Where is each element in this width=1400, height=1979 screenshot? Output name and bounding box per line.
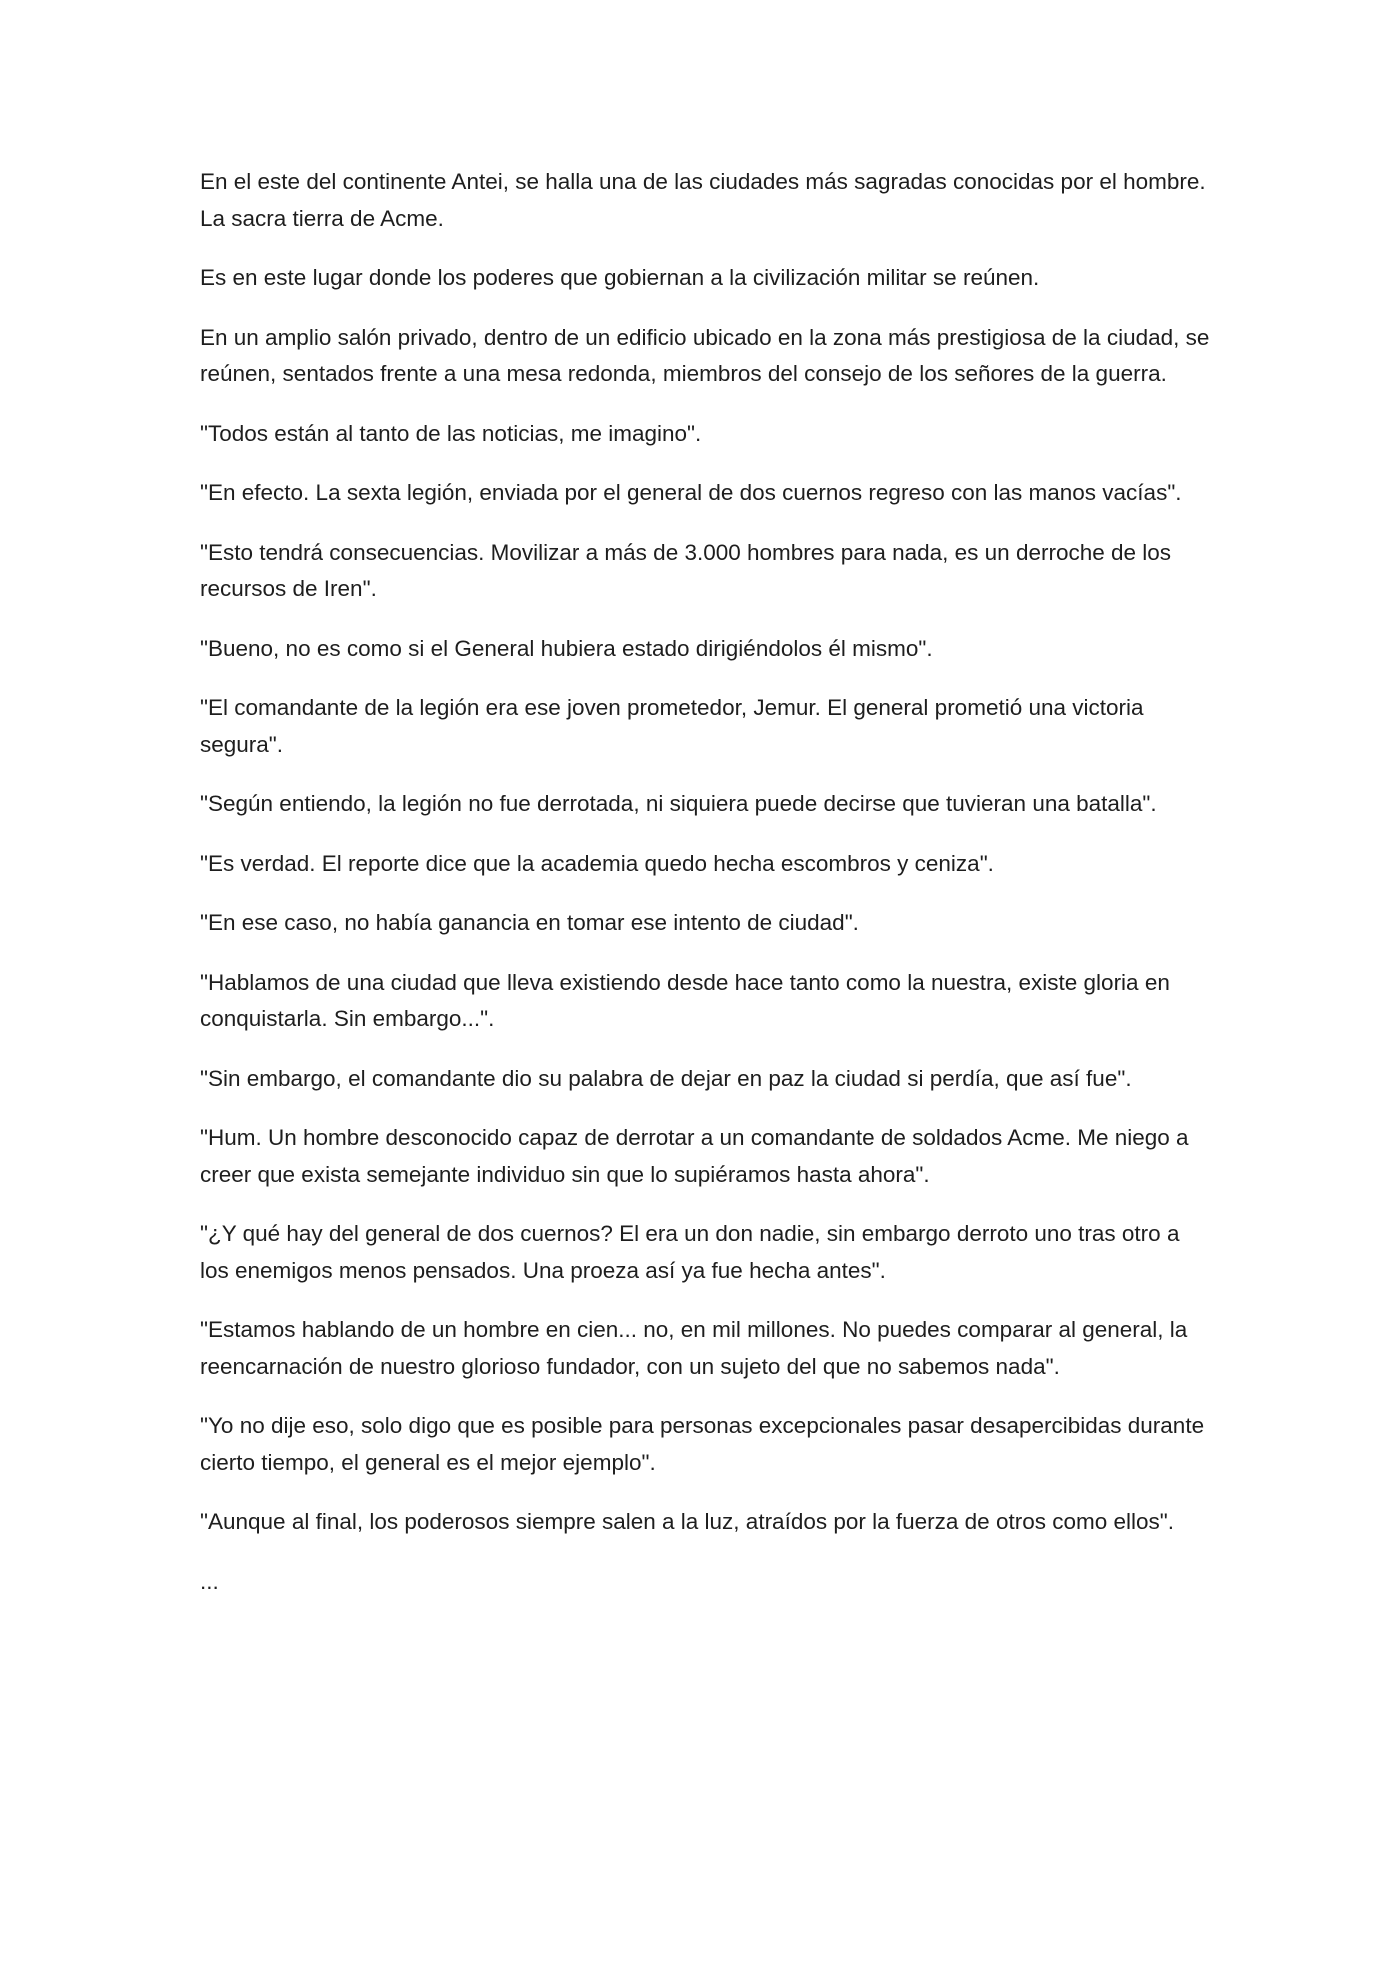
paragraph-13: "Sin embargo, el comandante dio su palabra de dejar en paz la ciudad si perdía, que así fue". xyxy=(200,1065,1132,1091)
paragraph-16: "Estamos hablando de un hombre en cien... no, en mil millones. No puedes comparar al general, la reencarnación de nuestro glorioso fundador, con un sujeto del que no sabemos nada". xyxy=(200,1317,1188,1379)
paragraph-7: "Bueno, no es como si el General hubiera estado dirigiéndolos él mismo". xyxy=(200,635,933,661)
paragraph-9: "Según entiendo, la legión no fue derrotada, ni siquiera puede decirse que tuvieran una batalla". xyxy=(200,791,1157,816)
paragraph-2: Es en este lugar donde los poderes que gobiernan a la civilización militar se reúnen. xyxy=(200,265,1040,290)
paragraph-5: "En efecto. La sexta legión, enviada por el general de dos cuernos regreso con las manos vacías". xyxy=(200,480,1182,505)
paragraph-6: "Esto tendrá consecuencias. Movilizar a más de 3.000 hombres para nada, es un derroche de los recursos de Iren". xyxy=(200,539,1172,601)
paragraph-4: "Todos están al tanto de las noticias, me imagino". xyxy=(200,420,702,446)
body-text xyxy=(200,164,1210,1623)
paragraph-8: "El comandante de la legión era ese joven prometedor, Jemur. El general prometió una victoria segura". xyxy=(200,695,1144,757)
ellipsis-paragraph: ... xyxy=(200,1568,219,1594)
paragraph-11: "En ese caso, no había ganancia en tomar ese intento de ciudad". xyxy=(200,910,859,935)
paragraph-10: "Es verdad. El reporte dice que la academia quedo hecha escombros y ceniza". xyxy=(200,850,994,876)
paragraph-3: En un amplio salón privado, dentro de un edificio ubicado en la zona más prestigiosa de la ciudad, se reúnen, sentados frente a una mesa redonda, miembros del consejo de los señores de la guerra. xyxy=(200,324,1210,386)
paragraph-14: "Hum. Un hombre desconocido capaz de derrotar a un comandante de soldados Acme. Me niego a creer que exista semejante individuo sin que lo supiéramos hasta ahora". xyxy=(200,1125,1189,1187)
paragraph-15: "¿Y qué hay del general de dos cuernos? El era un don nadie, sin embargo derroto uno tras otro a los enemigos menos pensados. Una proeza así ya fue hecha antes". xyxy=(200,1221,1180,1283)
paragraph-1: En el este del continente Antei, se halla una de las ciudades más sagradas conocidas por el hombre. La sacra tierra de Acme. xyxy=(200,169,1206,231)
paragraph-18: "Aunque al final, los poderosos siempre salen a la luz, atraídos por la fuerza de otros como ellos". xyxy=(200,1509,1175,1534)
paragraph-17: "Yo no dije eso, solo digo que es posible para personas excepcionales pasar desapercibidas durante cierto tiempo, el general es el mejor ejemplo". xyxy=(200,1413,1205,1475)
paragraph-12: "Hablamos de una ciudad que lleva existiendo desde hace tanto como la nuestra, existe gloria en conquistarla. Sin embargo...". xyxy=(200,969,1170,1031)
